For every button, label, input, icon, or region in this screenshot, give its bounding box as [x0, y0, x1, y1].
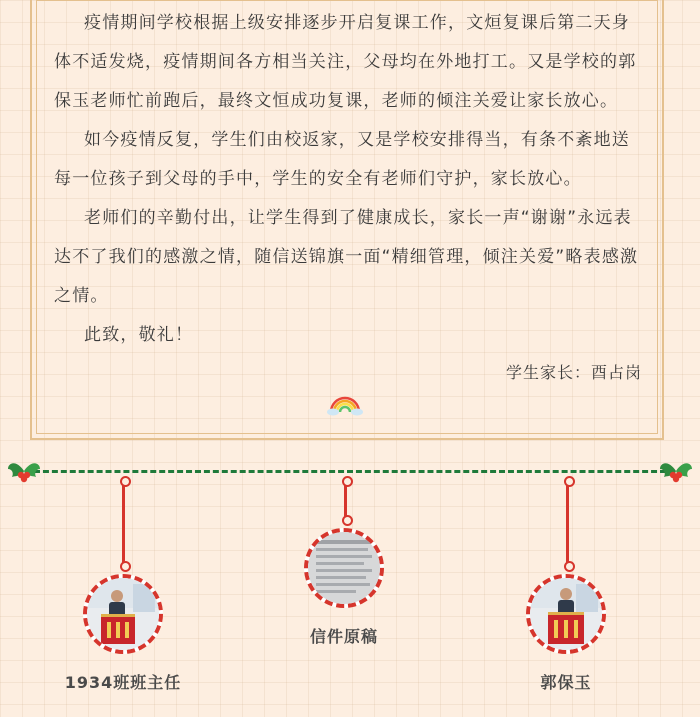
letter-body — [54, 4, 644, 355]
handwritten-letter-image — [308, 532, 380, 604]
holly-icon — [6, 455, 42, 487]
teacher-photo[interactable] — [83, 574, 163, 654]
rainbow-icon — [327, 394, 363, 416]
photo-caption: 信件原稿 — [309, 627, 378, 646]
holly-icon — [658, 455, 694, 487]
letter-photo[interactable] — [304, 528, 384, 608]
letter-closing: 此致，敬礼！ — [84, 325, 194, 345]
teacher-photo[interactable] — [526, 574, 606, 654]
letter-paragraph: 疫情期间学校根据上级安排逐步开启复课工作，文烜复课后第二天身体不适发烧，疫情期间各方相当关注，父母均在外地打工。又是学校的郭保玉老师忙前跑后，最终文恒成功复课，老师的倾注关爱让家长放心。 — [54, 13, 637, 111]
photo-caption: 1934班班主任 — [64, 673, 182, 692]
hanging-string — [344, 480, 347, 522]
letter-paragraph: 如今疫情反复，学生们由校返家，又是学校安排得当，有条不紊地送每一位孩子到父母的手中，学生的安全有老师们守护，家长放心。 — [54, 130, 630, 189]
photo-caption: 郭保玉 — [540, 673, 592, 692]
hanging-string — [566, 480, 569, 568]
garland-line — [34, 470, 666, 473]
letter-signature: 学生家长：酉占岗 — [505, 363, 642, 382]
teacher-with-banner-image — [530, 578, 602, 650]
teacher-with-banner-image — [87, 578, 159, 650]
letter-paragraph: 老师们的辛勤付出，让学生得到了健康成长，家长一声“谢谢”永远表达不了我们的感激之情，随信送锦旗一面“精细管理，倾注关爱”略表感激之情。 — [54, 208, 639, 306]
hanging-string — [122, 480, 125, 568]
